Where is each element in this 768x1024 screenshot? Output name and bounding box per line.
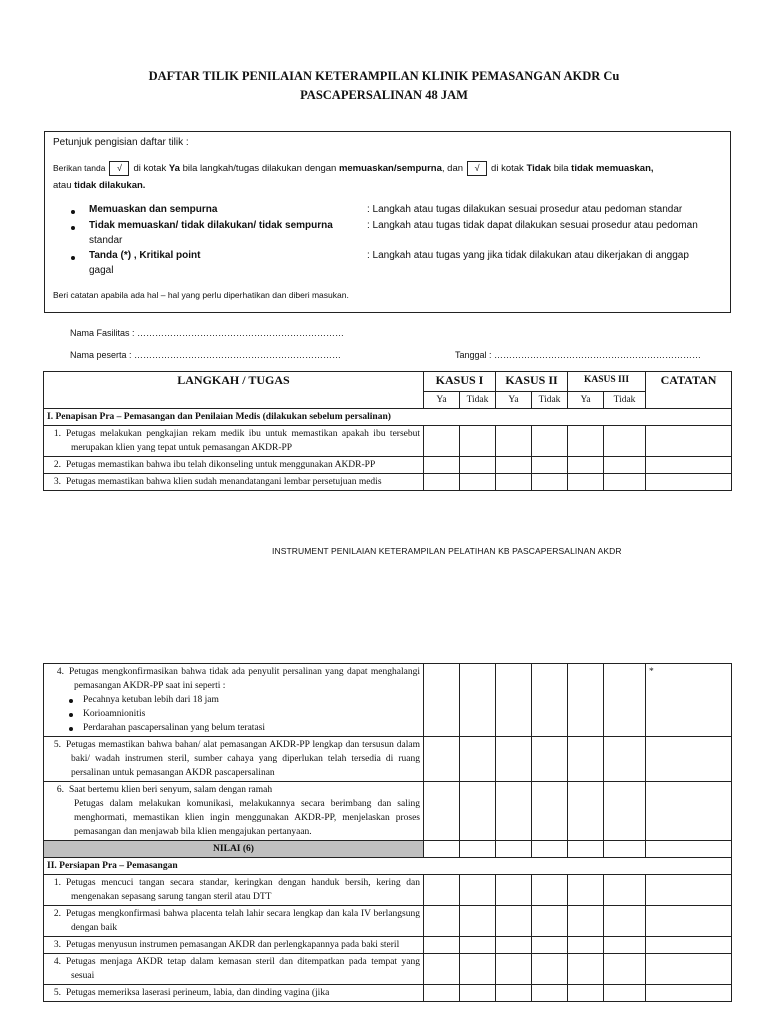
bullet-icon (71, 256, 75, 260)
bullet-desc-2: : Langkah atau tugas tidak dapat dilakukan sesuai prosedur atau pedoman (367, 220, 698, 231)
text-b: bila langkah/tugas dilakukan dengan (179, 163, 339, 175)
catatan-cell[interactable] (646, 474, 732, 491)
header-tidak: Tidak (604, 392, 646, 409)
header-catatan: CATATAN (646, 372, 732, 409)
catatan-cell[interactable] (646, 457, 732, 474)
bullet-cont-3: gagal (89, 265, 114, 276)
bullet-cont-2: standar (89, 235, 123, 246)
kasus3-ya-cell[interactable] (568, 875, 604, 906)
kasus1-tidak-cell[interactable] (460, 457, 496, 474)
catatan-cell[interactable] (646, 426, 732, 457)
step-text: Petugas mengkonfirmasi bahwa placenta telah lahir secara lengkap dan kala IV berlangsung dengan baik (66, 909, 420, 933)
check-box-tidak: √ (467, 161, 487, 176)
kasus1-tidak-cell[interactable] (460, 782, 496, 841)
nilai-label: NILAI (6) (44, 841, 424, 858)
catatan-cell[interactable] (646, 737, 732, 782)
nilai-kasus2-tidak[interactable] (532, 841, 568, 858)
ya-label: Ya (168, 163, 180, 175)
kasus2-ya-cell[interactable] (496, 985, 532, 1002)
document-title-line2: PASCAPERSALINAN 48 JAM (300, 88, 468, 102)
step-number: 4. (53, 957, 61, 967)
critical-mark: * (649, 667, 654, 677)
kasus3-tidak-cell[interactable] (604, 875, 646, 906)
kasus1-tidak-cell[interactable] (460, 954, 496, 985)
kasus1-ya-cell[interactable] (424, 737, 460, 782)
kasus2-tidak-cell[interactable] (532, 954, 568, 985)
instructions-line1 (53, 161, 654, 176)
page-footer: INSTRUMENT PENILAIAN KETERAMPILAN PELATIHAN KB PASCAPERSALINAN AKDR (272, 546, 622, 556)
give-mark-text: Berikan tanda (53, 163, 106, 174)
step-number: 3. (53, 940, 61, 950)
kasus3-tidak-cell[interactable] (604, 906, 646, 937)
table-row (44, 875, 732, 906)
table-row (44, 457, 732, 474)
kasus1-ya-cell[interactable] (424, 954, 460, 985)
kasus2-tidak-cell[interactable] (532, 457, 568, 474)
header-tidak: Tidak (532, 392, 568, 409)
kasus1-ya-cell[interactable] (424, 664, 460, 737)
text-e: bila (551, 163, 572, 175)
step-text: Petugas memastikan bahwa ibu telah dikonseling untuk menggunakan AKDR-PP (66, 460, 376, 470)
step-number: 5. (53, 988, 61, 998)
step-text: Petugas memastikan bahwa klien sudah menandatangani lembar persetujuan medis (66, 477, 382, 487)
document-title-line1: DAFTAR TILIK PENILAIAN KETERAMPILAN KLINIK PEMASANGAN AKDR Cu (148, 69, 620, 83)
step-number: 5. (53, 740, 61, 750)
step-number: 4. (56, 667, 64, 677)
kasus1-ya-cell[interactable] (424, 457, 460, 474)
step-text: Petugas menjaga AKDR tetap dalam kemasan steril dan ditempatkan pada tempat yang sesuai (66, 957, 420, 981)
step-text: Petugas memeriksa laserasi perineum, labia, dan dinding vagina (jika (66, 988, 330, 998)
kasus2-ya-cell[interactable] (496, 474, 532, 491)
kasus1-ya-cell[interactable] (424, 875, 460, 906)
kasus3-tidak-cell[interactable] (604, 426, 646, 457)
kasus1-tidak-cell[interactable] (460, 426, 496, 457)
kasus3-tidak-cell[interactable] (604, 954, 646, 985)
instructions-heading: Petunjuk pengisian daftar tilik : (53, 137, 189, 148)
kasus2-ya-cell[interactable] (496, 954, 532, 985)
nilai-catatan[interactable] (646, 841, 732, 858)
header-kasus-2: KASUS II (496, 372, 568, 392)
nilai-kasus1-ya[interactable] (424, 841, 460, 858)
kasus2-tidak-cell[interactable] (532, 737, 568, 782)
bullet-term-2: Tidak memuaskan/ tidak dilakukan/ tidak sempurna (89, 220, 333, 231)
kasus2-tidak-cell[interactable] (532, 906, 568, 937)
kasus3-ya-cell[interactable] (568, 664, 604, 737)
kasus2-ya-cell[interactable] (496, 457, 532, 474)
kasus1-tidak-cell[interactable] (460, 985, 496, 1002)
checklist-table-page1 (43, 371, 732, 491)
tidak-label: Tidak (526, 163, 552, 175)
kasus1-tidak-cell[interactable] (460, 906, 496, 937)
table-row (44, 954, 732, 985)
kasus3-ya-cell[interactable] (568, 985, 604, 1002)
kasus3-ya-cell[interactable] (568, 906, 604, 937)
step-text: Petugas mengkonfirmasikan bahwa tidak ada penyulit persalinan yang dapat menghalangi pemasangan AKDR-PP saat ini seperti : (69, 667, 420, 691)
nilai-kasus3-tidak[interactable] (604, 841, 646, 858)
table-row (44, 782, 732, 841)
kasus2-tidak-cell[interactable] (532, 985, 568, 1002)
table-row (44, 664, 732, 737)
header-kasus-3: KASUS III (568, 372, 646, 392)
kasus2-tidak-cell[interactable] (532, 474, 568, 491)
kasus3-ya-cell[interactable] (568, 782, 604, 841)
bullet-desc-1: : Langkah atau tugas dilakukan sesuai prosedur atau pedoman standar (367, 204, 683, 215)
step-text-continued: Petugas dalam melakukan komunikasi, melakukannya secara berimbang dan saling menghormati, memastikan klien ingin menggunakan AKDR-PP, menjelaskan proses pemasangan dan menjawab bila klien mengajukan pertanyaan. (74, 799, 420, 837)
kasus3-tidak-cell[interactable] (604, 457, 646, 474)
instructions-note: Beri catatan apabila ada hal – hal yang perlu diperhatikan dan diberi masukan. (53, 290, 349, 300)
kasus2-ya-cell[interactable] (496, 737, 532, 782)
kasus3-ya-cell[interactable] (568, 937, 604, 954)
bullet-term-3: Tanda (*) , Kritikal point (89, 250, 201, 261)
kasus1-tidak-cell[interactable] (460, 875, 496, 906)
step-number: 3. (53, 477, 61, 487)
kasus2-ya-cell[interactable] (496, 875, 532, 906)
kasus1-ya-cell[interactable] (424, 937, 460, 954)
header-kasus-1: KASUS I (424, 372, 496, 392)
bullet-desc-3: : Langkah atau tugas yang jika tidak dilakukan atau dikerjakan di anggap (367, 250, 689, 261)
checklist-table-page2 (43, 663, 732, 1002)
catatan-cell[interactable] (646, 937, 732, 954)
table-row (44, 906, 732, 937)
line2-a: atau (53, 180, 75, 191)
catatan-cell[interactable] (646, 782, 732, 841)
kasus1-tidak-cell[interactable] (460, 664, 496, 737)
kasus1-ya-cell[interactable] (424, 985, 460, 1002)
section-1-title: I. Penapisan Pra – Pemasangan dan Penilaian Medis (dilakukan sebelum persalinan) (44, 409, 732, 426)
table-row (44, 426, 732, 457)
kasus1-ya-cell[interactable] (424, 426, 460, 457)
kasus3-ya-cell[interactable] (568, 457, 604, 474)
kasus2-ya-cell[interactable] (496, 906, 532, 937)
table-row (44, 937, 732, 954)
list-item: Perdarahan pascapersalinan yang belum teratasi (47, 721, 420, 735)
step-number: 2. (53, 909, 61, 919)
bullet-term-1: Memuaskan dan sempurna (89, 204, 218, 215)
kasus3-tidak-cell[interactable] (604, 782, 646, 841)
step-text: Petugas memastikan bahwa bahan/ alat pemasangan AKDR-PP lengkap dan tersusun dalam baki/ wadah instrumen steril, sumber cahaya yang diperlukan telah tersedia di ruang persalinan untuk pemasangan AKDR pascapersalinan (66, 740, 420, 778)
catatan-cell[interactable] (646, 985, 732, 1002)
instructions-box (44, 131, 731, 313)
check-box-ya: √ (109, 161, 129, 176)
table-row (44, 985, 732, 1002)
kasus3-ya-cell[interactable] (568, 426, 604, 457)
kasus3-tidak-cell[interactable] (604, 737, 646, 782)
header-langkah: LANGKAH / TUGAS (44, 372, 424, 409)
catatan-cell[interactable] (646, 906, 732, 937)
kasus1-tidak-cell[interactable] (460, 737, 496, 782)
memuaskan-label: memuaskan/sempurna (338, 163, 442, 175)
header-tidak: Tidak (460, 392, 496, 409)
kasus3-tidak-cell[interactable] (604, 937, 646, 954)
kasus2-ya-cell[interactable] (496, 426, 532, 457)
kasus1-tidak-cell[interactable] (460, 474, 496, 491)
kasus1-ya-cell[interactable] (424, 474, 460, 491)
kasus1-ya-cell[interactable] (424, 782, 460, 841)
kasus1-tidak-cell[interactable] (460, 937, 496, 954)
text-c: , dan (441, 163, 464, 175)
step-text: Petugas melakukan pengkajian rekam medik ibu untuk memastikan apakah ibu tersebut merupakan klien yang tepat untuk pemasangan AKDR-PP (66, 429, 420, 453)
kasus1-ya-cell[interactable] (424, 906, 460, 937)
date-field[interactable]: Tanggal : …………………………………………………………… (455, 350, 702, 360)
participant-field[interactable]: Nama peserta : …………………………………………………………… (70, 350, 342, 360)
step-number: 1. (53, 429, 61, 439)
step-text: Petugas mencuci tangan secara standar, keringkan dengan handuk bersih, kering dan mengenakan sepasang sarung tangan steril atau DTT (66, 878, 420, 902)
kasus2-tidak-cell[interactable] (532, 937, 568, 954)
step-number: 1. (53, 878, 61, 888)
step-number: 2. (53, 460, 61, 470)
bullet-icon (71, 226, 75, 230)
kasus2-tidak-cell[interactable] (532, 426, 568, 457)
kasus2-tidak-cell[interactable] (532, 875, 568, 906)
header-ya: Ya (496, 392, 532, 409)
kasus3-ya-cell[interactable] (568, 954, 604, 985)
catatan-cell[interactable] (646, 664, 732, 737)
kasus2-ya-cell[interactable] (496, 664, 532, 737)
kasus2-ya-cell[interactable] (496, 937, 532, 954)
kasus3-ya-cell[interactable] (568, 474, 604, 491)
section-2-title: II. Persiapan Pra – Pemasangan (44, 858, 732, 875)
kasus3-tidak-cell[interactable] (604, 985, 646, 1002)
header-ya: Ya (568, 392, 604, 409)
kasus3-ya-cell[interactable] (568, 737, 604, 782)
instructions-line2 (53, 180, 145, 191)
step-number: 6. (56, 785, 64, 795)
kasus2-tidak-cell[interactable] (532, 782, 568, 841)
list-item: Pecahnya ketuban lebih dari 18 jam (47, 693, 420, 707)
table-row (44, 737, 732, 782)
facility-field[interactable]: Nama Fasilitas : …………………………………………………………… (70, 328, 345, 338)
text-a: di kotak (133, 163, 169, 175)
kasus2-ya-cell[interactable] (496, 782, 532, 841)
header-ya: Ya (424, 392, 460, 409)
catatan-cell[interactable] (646, 875, 732, 906)
tidak-memuaskan-label: tidak memuaskan, (571, 163, 654, 175)
nilai-kasus2-ya[interactable] (496, 841, 532, 858)
nilai-kasus3-ya[interactable] (568, 841, 604, 858)
kasus3-tidak-cell[interactable] (604, 664, 646, 737)
list-item: Korioamnionitis (47, 707, 420, 721)
step-text: Petugas menyusun instrumen pemasangan AKDR dan perlengkapannya pada baki steril (66, 940, 400, 950)
kasus3-tidak-cell[interactable] (604, 474, 646, 491)
catatan-cell[interactable] (646, 954, 732, 985)
table-row (44, 474, 732, 491)
text-d: di kotak (491, 163, 527, 175)
line2-b: tidak dilakukan. (74, 180, 146, 191)
kasus2-tidak-cell[interactable] (532, 664, 568, 737)
nilai-kasus1-tidak[interactable] (460, 841, 496, 858)
step-text: Saat bertemu klien beri senyum, salam dengan ramah (69, 785, 273, 795)
bullet-icon (71, 210, 75, 214)
